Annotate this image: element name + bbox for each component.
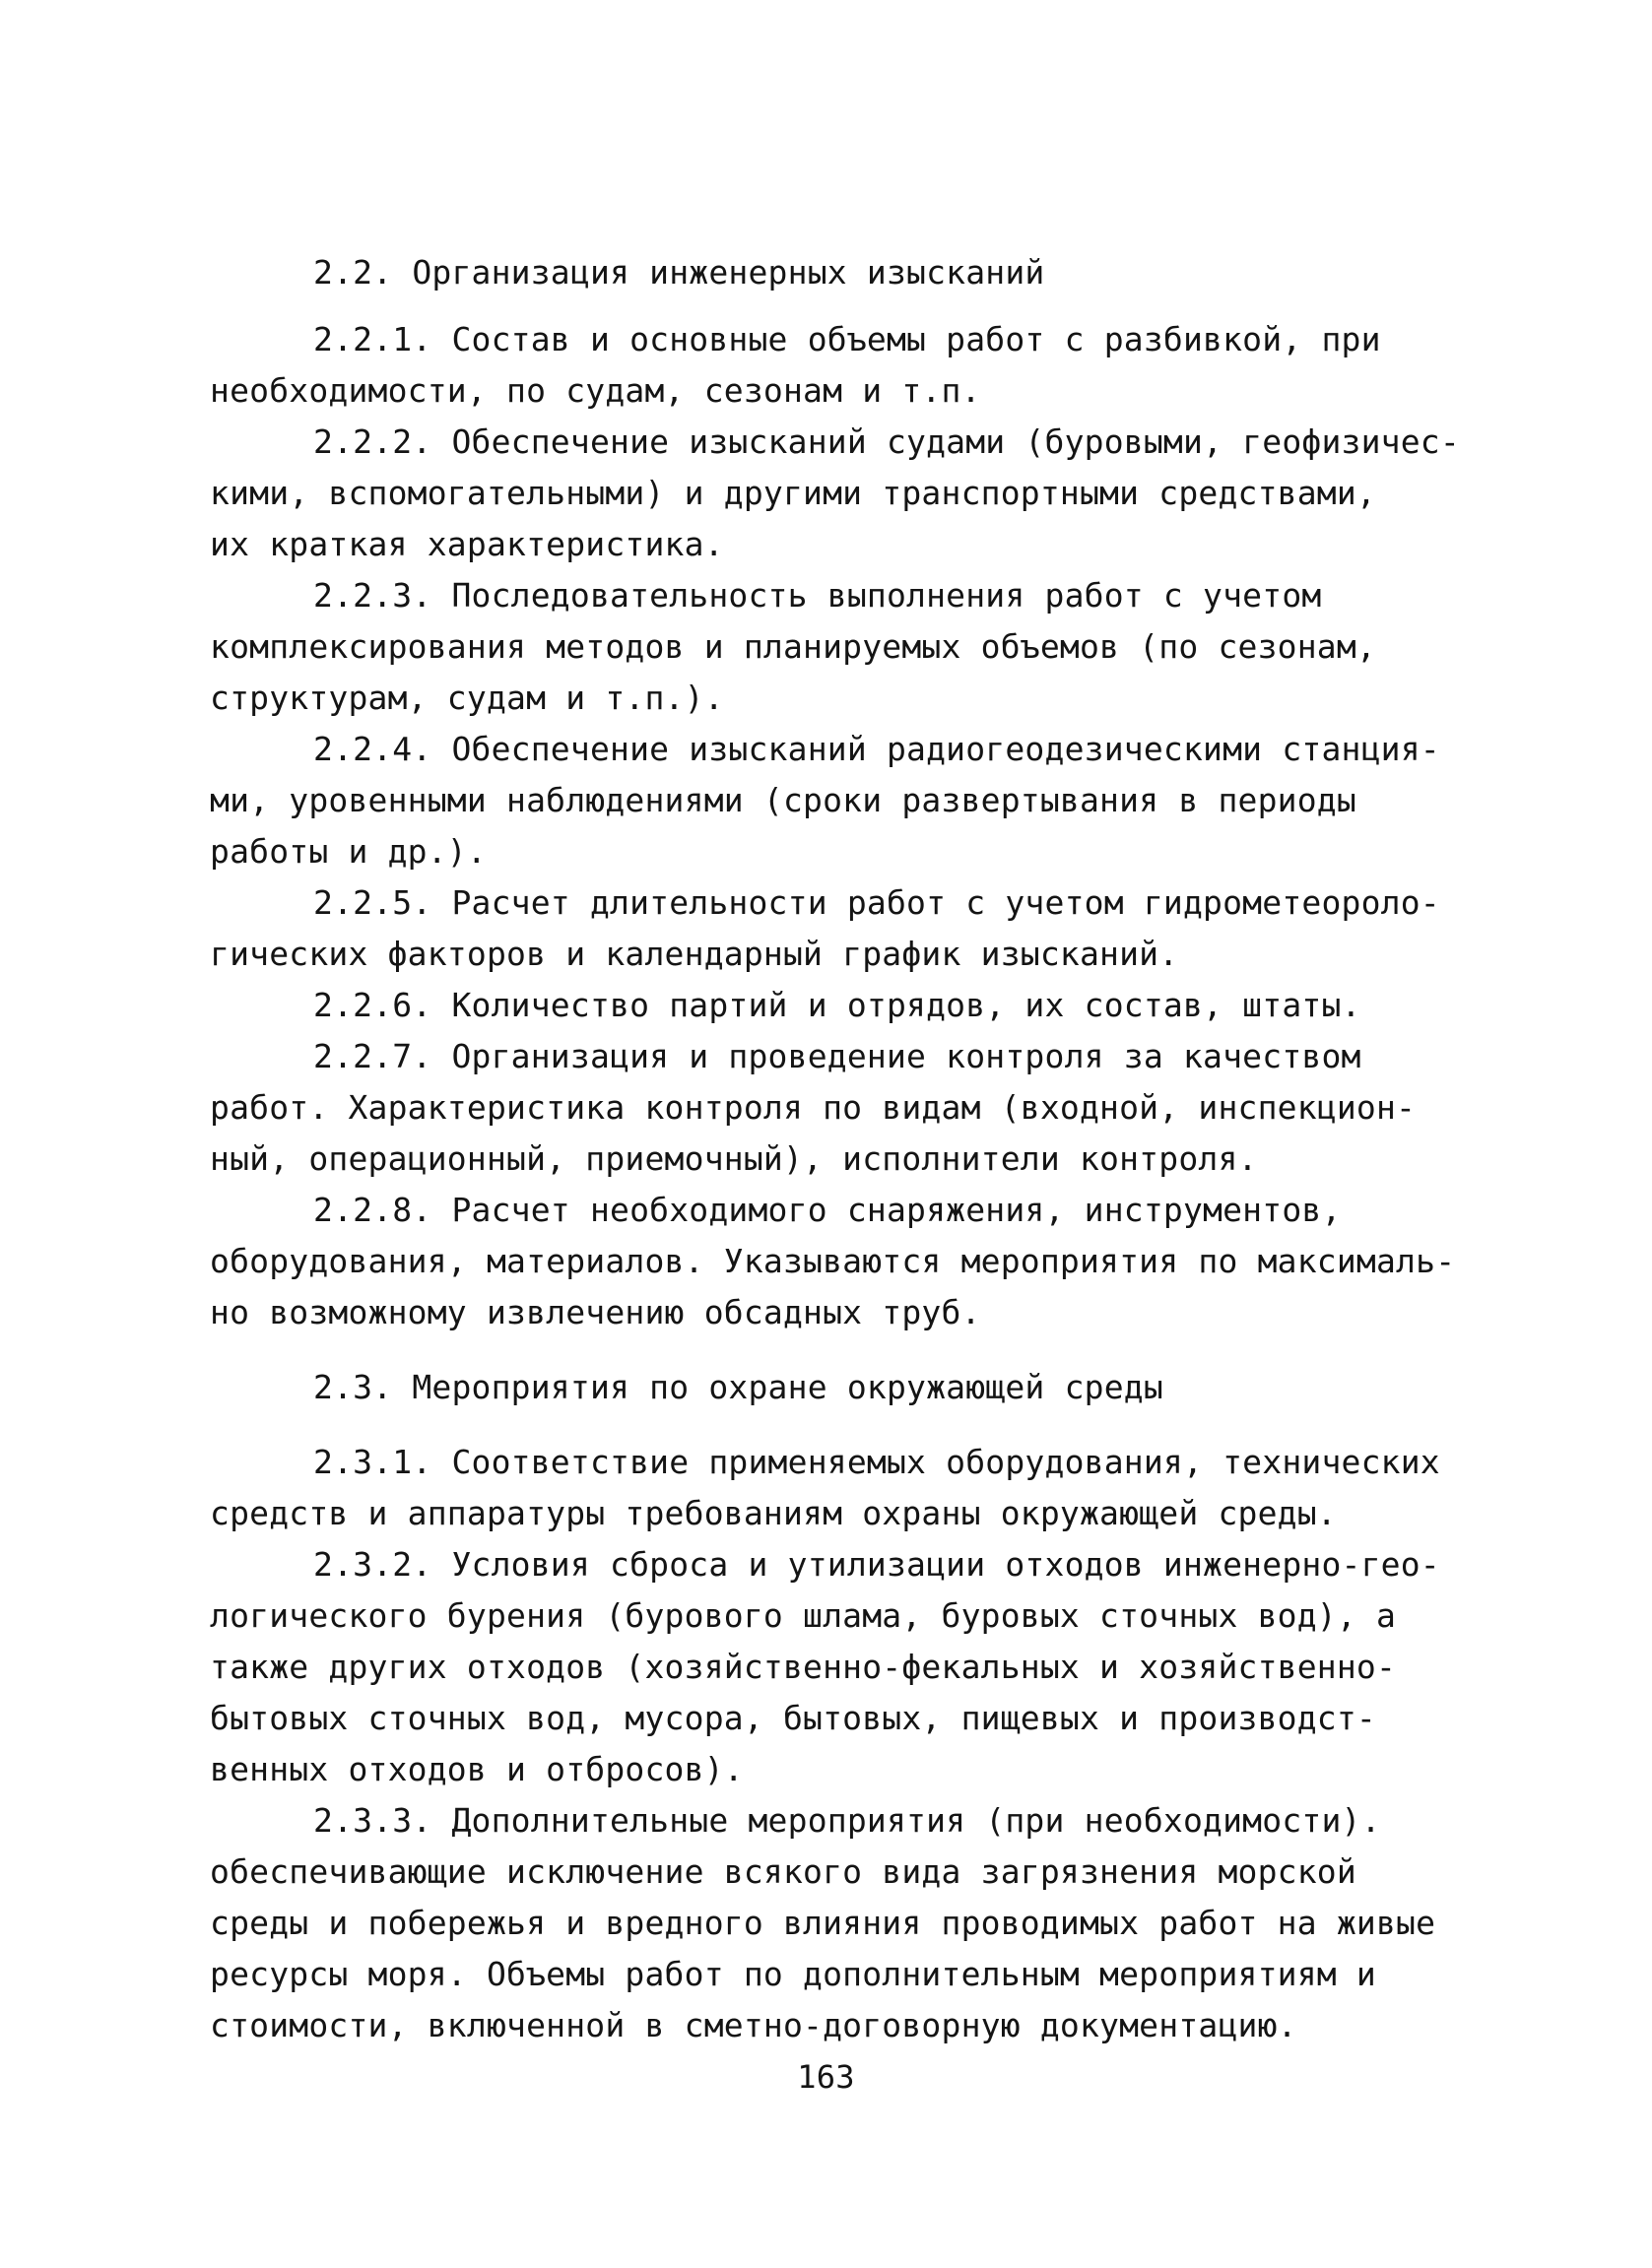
- item-2-2-2-line-3: их краткая характеристика.: [210, 525, 724, 563]
- item-2-2-6-line-1: 2.2.6. Количество партий и отрядов, их состав, штаты.: [313, 986, 1361, 1024]
- item-2-2-3-line-2: комплексирования методов и планируемых объемов (по сезонам,: [210, 627, 1376, 666]
- item-2-2-3-line-1: 2.2.3. Последовательность выполнения работ с учетом: [313, 576, 1322, 615]
- item-2-2-4-line-1: 2.2.4. Обеспечение изысканий радиогеодезическими станция-: [313, 730, 1440, 768]
- item-2-2-5-line-1: 2.2.5. Расчет длительности работ с учетом гидрометеороло-: [313, 883, 1440, 922]
- item-2-2-2-line-2: кими, вспомогательными) и другими транспортными средствами,: [210, 474, 1376, 512]
- item-2-3-3-line-4: ресурсы моря. Объемы работ по дополнительным мероприятиям и: [210, 1955, 1376, 1993]
- section-heading-2-2: 2.2. Организация инженерных изысканий: [313, 253, 1045, 292]
- item-2-2-8-line-3: но возможному извлечению обсадных труб.: [210, 1293, 981, 1331]
- item-2-3-1-line-2: средств и аппаратуры требованиям охраны окружающей среды.: [210, 1494, 1337, 1532]
- item-2-2-2-line-1: 2.2.2. Обеспечение изысканий судами (буровыми, геофизичес-: [313, 422, 1460, 461]
- item-2-3-3-line-5: стоимости, включенной в сметно-договорную документацию.: [210, 2006, 1297, 2044]
- item-2-3-2-line-1: 2.3.2. Условия сброса и утилизации отходов инженерно-гео-: [313, 1545, 1440, 1584]
- item-2-2-3-line-3: структурам, судам и т.п.).: [210, 679, 724, 717]
- item-2-3-3-line-3: среды и побережья и вредного влияния проводимых работ на живые: [210, 1904, 1436, 1942]
- item-2-2-1-line-1: 2.2.1. Состав и основные объемы работ с разбивкой, при: [313, 320, 1381, 358]
- item-2-3-3-line-2: обеспечивающие исключение всякого вида загрязнения морской: [210, 1852, 1356, 1891]
- item-2-3-2-line-5: венных отходов и отбросов).: [210, 1750, 744, 1788]
- item-2-2-7-line-3: ный, операционный, приемочный), исполнители контроля.: [210, 1139, 1258, 1178]
- item-2-3-1-line-1: 2.3.1. Соответствие применяемых оборудования, технических: [313, 1443, 1440, 1481]
- item-2-2-5-line-2: гических факторов и календарный график изысканий.: [210, 935, 1179, 973]
- item-2-2-4-line-3: работы и др.).: [210, 832, 487, 871]
- item-2-2-7-line-1: 2.2.7. Организация и проведение контроля за качеством: [313, 1037, 1361, 1075]
- item-2-2-1-line-2: необходимости, по судам, сезонам и т.п.: [210, 371, 981, 410]
- item-2-3-2-line-2: логического бурения (бурового шлама, буровых сточных вод), а: [210, 1596, 1397, 1635]
- page-number: 163: [797, 2058, 855, 2096]
- item-2-3-2-line-4: бытовых сточных вод, мусора, бытовых, пищевых и производст-: [210, 1699, 1376, 1737]
- item-2-2-4-line-2: ми, уровенными наблюдениями (сроки развертывания в периоды: [210, 781, 1356, 819]
- item-2-3-2-line-3: также других отходов (хозяйственно-фекальных и хозяйственно-: [210, 1648, 1397, 1686]
- item-2-2-8-line-2: оборудования, материалов. Указываются мероприятия по максималь-: [210, 1242, 1456, 1280]
- section-heading-2-3: 2.3. Мероприятия по охране окружающей среды: [313, 1368, 1163, 1406]
- item-2-2-7-line-2: работ. Характеристика контроля по видам (входной, инспекцион-: [210, 1088, 1417, 1127]
- item-2-2-8-line-1: 2.2.8. Расчет необходимого снаряжения, инструментов,: [313, 1191, 1342, 1229]
- item-2-3-3-line-1: 2.3.3. Дополнительные мероприятия (при необходимости).: [313, 1801, 1381, 1840]
